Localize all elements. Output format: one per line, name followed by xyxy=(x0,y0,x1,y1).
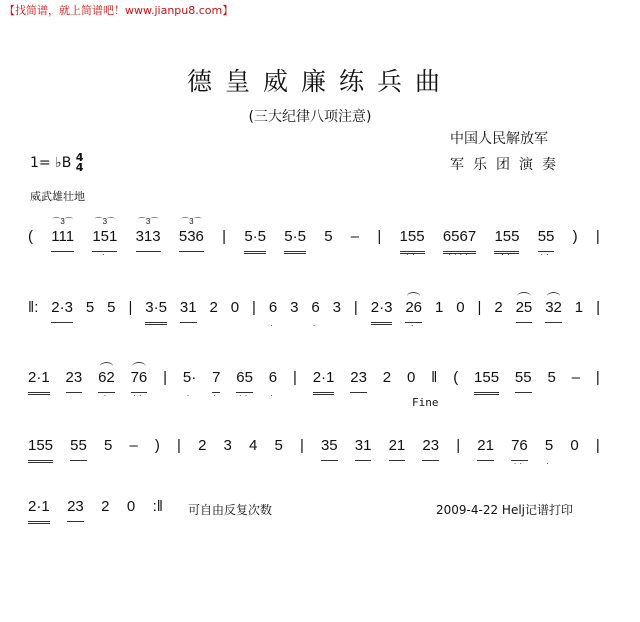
note-group: 65 ·· xyxy=(236,369,253,400)
note-group: – xyxy=(571,369,580,386)
note-group: 111 ⌒3⌒ xyxy=(51,228,74,252)
note-group: 5 xyxy=(107,299,116,316)
note-group: 21 xyxy=(477,437,494,461)
note-group: 155 xyxy=(28,437,53,463)
page-title: 德皇威廉练兵曲 xyxy=(186,67,453,96)
expression-mark: 威武雄壮地 xyxy=(30,190,85,203)
time-bottom: 4 xyxy=(75,161,84,174)
note-group: 0 xyxy=(406,369,416,386)
key-label: 1= ♭B xyxy=(30,155,72,171)
note-group: 3 xyxy=(223,437,232,454)
note-group: 35 xyxy=(321,437,338,461)
note-group: 6567 ···· xyxy=(442,228,477,259)
note-group: 31 xyxy=(355,437,372,461)
barline: | xyxy=(596,299,600,316)
triplet-mark: ⌒3⌒ xyxy=(52,217,73,226)
note-group: 26 · xyxy=(405,299,423,330)
note-group: 5 xyxy=(274,437,283,454)
note-group: – xyxy=(129,437,138,454)
barline: | xyxy=(595,437,600,454)
triplet-mark: ⌒3⌒ xyxy=(181,217,202,226)
note-group: 76 ·· xyxy=(511,437,528,468)
barline: | xyxy=(177,437,181,454)
staff-line-5 xyxy=(28,498,163,524)
barline: ‖: xyxy=(28,299,39,316)
note-group: 55 xyxy=(515,369,532,393)
note-group: 2 xyxy=(101,498,110,515)
barline: | xyxy=(456,437,461,454)
note-group: 5·5 xyxy=(284,228,306,254)
note-group: 2 xyxy=(494,299,503,316)
barline: | xyxy=(477,299,482,316)
note-group: 25 xyxy=(516,299,533,323)
octave-dots: · xyxy=(103,391,110,400)
triplet-mark: ⌒3⌒ xyxy=(137,217,159,226)
note-group: 0 xyxy=(456,299,465,316)
octave-dots: · xyxy=(270,321,276,330)
note-group: 23 xyxy=(350,369,367,393)
repeat-note: 可自由反复次数 xyxy=(188,503,273,517)
note-group: 55 xyxy=(70,437,87,461)
note-group: 5 xyxy=(547,369,556,386)
note-group: ) xyxy=(154,437,160,454)
note-group: 2 xyxy=(209,299,218,316)
note-group: 2·1 xyxy=(28,498,50,524)
note-group: 2·3 xyxy=(371,299,393,325)
note-group: 6 · xyxy=(268,299,278,330)
barline: | xyxy=(377,228,382,245)
note-group: 23 xyxy=(422,437,439,461)
note-group: 3 xyxy=(332,299,341,316)
octave-dots: ·· xyxy=(133,391,145,400)
note-group: 4 xyxy=(249,437,258,454)
note-group: 536 ⌒3⌒ xyxy=(179,228,204,252)
transcriber-signature: 2009-4-22 Helj记谱打印 xyxy=(436,503,573,517)
note-group: 5 xyxy=(85,299,95,316)
note-group: 62 · xyxy=(98,369,115,400)
note-group: 21 xyxy=(389,437,406,461)
barline: | xyxy=(252,299,256,316)
note-group: 2 xyxy=(382,369,392,386)
octave-dots: · xyxy=(101,250,108,259)
octave-dots: · xyxy=(270,391,276,400)
note-group: 155 xyxy=(474,369,499,395)
barline: | xyxy=(595,228,600,245)
note-group: 55 ·· xyxy=(537,228,555,259)
note-group: 2·3 xyxy=(51,299,73,323)
site-banner: 【找简谱，就上简谱吧！www.jianpu8.com】 xyxy=(4,4,234,17)
note-group: 313 ⌒3⌒ xyxy=(136,228,161,252)
staff-line-3 xyxy=(28,369,600,400)
note-group: 3·5 xyxy=(145,299,167,325)
fine-mark: Fine xyxy=(412,396,439,409)
note-group: 151 · ⌒3⌒ xyxy=(92,217,118,259)
note-group: ( xyxy=(28,228,33,245)
note-group: 0 xyxy=(230,299,240,316)
note-group: ( xyxy=(453,369,459,386)
octave-dots: ·· xyxy=(238,391,251,400)
note-group: 5· · xyxy=(182,369,197,400)
note-group: 6 · xyxy=(311,299,320,330)
staff-line-4 xyxy=(28,437,600,468)
octave-dots: · xyxy=(213,391,220,400)
note-group: 23 xyxy=(67,498,84,522)
note-group: 5 · xyxy=(544,437,554,468)
note-group: 1 xyxy=(574,299,584,316)
barline: | xyxy=(163,369,168,386)
barline: | xyxy=(299,437,304,454)
note-group: 5 xyxy=(103,437,113,454)
barline: | xyxy=(128,299,133,316)
barline: ‖ xyxy=(431,369,438,386)
note-group: 76 ·· xyxy=(130,369,148,400)
note-group: 2·1 xyxy=(28,369,50,395)
octave-dots: ···· xyxy=(448,250,471,259)
note-group: 0 xyxy=(570,437,579,454)
octave-dots: ·· xyxy=(513,459,526,468)
time-signature xyxy=(76,153,84,173)
barline: | xyxy=(595,369,600,386)
octave-dots: ·· xyxy=(540,250,552,259)
note-group: 5 xyxy=(324,228,333,245)
staff-line-2 xyxy=(28,299,600,330)
note-group: 2 xyxy=(198,437,207,454)
triplet-mark: ⌒3⌒ xyxy=(94,217,116,226)
note-group: 32 xyxy=(545,299,562,323)
note-group: 7 · xyxy=(212,369,221,400)
note-group: 2·1 xyxy=(313,369,335,395)
note-group: 3 xyxy=(290,299,299,316)
barline: | xyxy=(353,299,358,316)
subtitle: (三大纪律八项注意) xyxy=(248,109,372,125)
octave-dots: · xyxy=(312,321,319,330)
note-group: 155 ·· xyxy=(399,228,425,259)
note-group: 31 xyxy=(180,299,197,323)
note-group: 23 xyxy=(66,369,83,393)
note-group: ) xyxy=(572,228,578,245)
performer-line-2: 军乐团演奏 xyxy=(450,157,565,173)
note-group: 6 · xyxy=(268,369,278,400)
note-group: 155 ·· xyxy=(494,228,520,259)
time-top: 4 xyxy=(75,151,84,164)
barline: :‖ xyxy=(152,498,163,515)
key-signature xyxy=(30,153,83,173)
octave-dots: · xyxy=(410,321,417,330)
note-group: 1 xyxy=(434,299,444,316)
octave-dots: · xyxy=(546,459,552,468)
barline: | xyxy=(292,369,297,386)
note-group: 5·5 xyxy=(244,228,266,254)
octave-dots: ·· xyxy=(406,250,418,259)
octave-dots: · xyxy=(186,391,193,400)
barline: | xyxy=(222,228,227,245)
performer-line-1: 中国人民解放军 xyxy=(450,131,548,147)
staff-line-1 xyxy=(28,217,600,259)
note-group: 0 xyxy=(126,498,136,515)
octave-dots: ·· xyxy=(501,250,513,259)
note-group: – xyxy=(350,228,360,245)
